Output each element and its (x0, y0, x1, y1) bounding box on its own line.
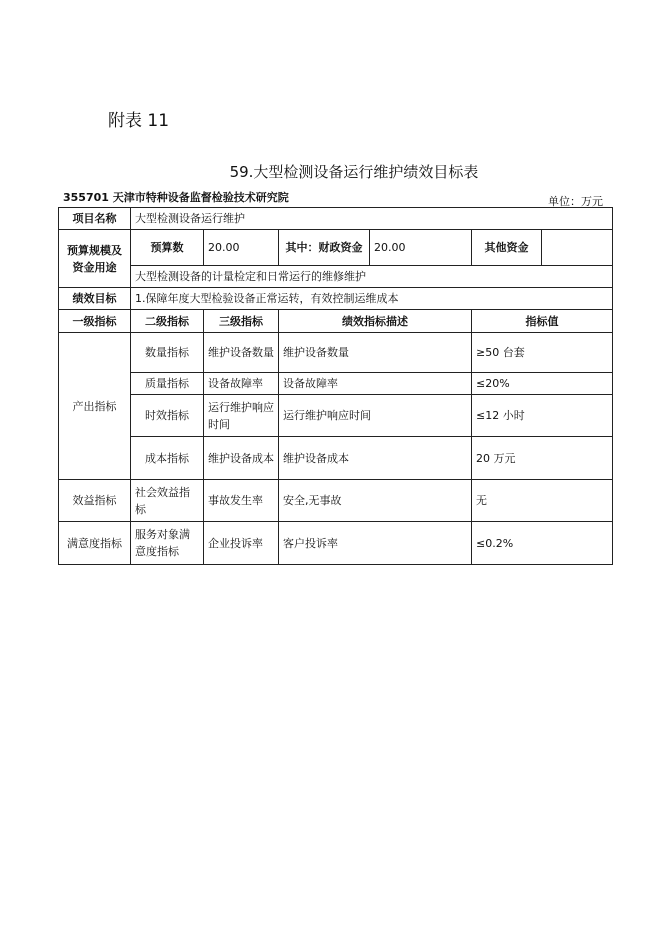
fiscal-label: 其中：财政资金 (279, 230, 370, 266)
output-level1: 产出指标 (59, 333, 131, 480)
level2-cell: 社会效益指标 (131, 480, 204, 522)
description-cell: 维护设备成本 (279, 437, 472, 480)
description-cell: 运行维护响应时间 (279, 395, 472, 437)
budget-usage: 大型检测设备的计量检定和日常运行的维修维护 (131, 266, 613, 288)
goal-label: 绩效目标 (59, 288, 131, 310)
header-description: 绩效指标描述 (279, 310, 472, 333)
description-cell: 客户投诉率 (279, 522, 472, 565)
description-cell: 设备故障率 (279, 373, 472, 395)
usage-row (59, 266, 613, 288)
header-value: 指标值 (472, 310, 613, 333)
benefit-level1: 效益指标 (59, 480, 131, 522)
appendix-label: 附表 11 (108, 111, 170, 131)
project-value: 大型检测设备运行维护 (131, 208, 613, 230)
budget-amount-value: 20.00 (204, 230, 279, 266)
description-cell: 维护设备数量 (279, 333, 472, 373)
project-row (59, 208, 613, 230)
level2-cell: 成本指标 (131, 437, 204, 480)
header-level2: 二级指标 (131, 310, 204, 333)
value-cell: ≤12 小时 (472, 395, 613, 437)
budget-row (59, 230, 613, 266)
table-row (59, 437, 613, 480)
level2-cell: 时效指标 (131, 395, 204, 437)
value-cell: 无 (472, 480, 613, 522)
other-funds-value (542, 230, 613, 266)
level3-cell: 设备故障率 (204, 373, 279, 395)
header-level1: 一级指标 (59, 310, 131, 333)
value-cell: 20 万元 (472, 437, 613, 480)
header-row (59, 310, 613, 333)
level3-cell: 事故发生率 (204, 480, 279, 522)
other-funds-label: 其他资金 (472, 230, 542, 266)
unit-label: 单位：万元 (548, 195, 603, 208)
table-row (59, 480, 613, 522)
table-row (59, 333, 613, 373)
description-cell: 安全,无事故 (279, 480, 472, 522)
level3-cell: 运行维护响应时间 (204, 395, 279, 437)
goal-value: 1.保障年度大型检验设备正常运转，有效控制运维成本 (131, 288, 613, 310)
value-cell: ≥50 台套 (472, 333, 613, 373)
organization: 355701 天津市特种设备监督检验技术研究院 (63, 191, 289, 204)
page-title: 59.大型检测设备运行维护绩效目标表 (229, 163, 479, 181)
level3-cell: 维护设备数量 (204, 333, 279, 373)
level2-cell: 质量指标 (131, 373, 204, 395)
performance-table (58, 207, 613, 565)
table-row (59, 373, 613, 395)
project-label: 项目名称 (59, 208, 131, 230)
header-level3: 三级指标 (204, 310, 279, 333)
budget-amount-label: 预算数 (131, 230, 204, 266)
goal-row (59, 288, 613, 310)
budget-label: 预算规模及资金用途 (59, 230, 131, 288)
level3-cell: 维护设备成本 (204, 437, 279, 480)
level2-cell: 服务对象满意度指标 (131, 522, 204, 565)
table-row (59, 522, 613, 565)
value-cell: ≤20% (472, 373, 613, 395)
value-cell: ≤0.2% (472, 522, 613, 565)
level3-cell: 企业投诉率 (204, 522, 279, 565)
satisfaction-level1: 满意度指标 (59, 522, 131, 565)
table-row (59, 395, 613, 437)
level2-cell: 数量指标 (131, 333, 204, 373)
fiscal-value: 20.00 (370, 230, 472, 266)
